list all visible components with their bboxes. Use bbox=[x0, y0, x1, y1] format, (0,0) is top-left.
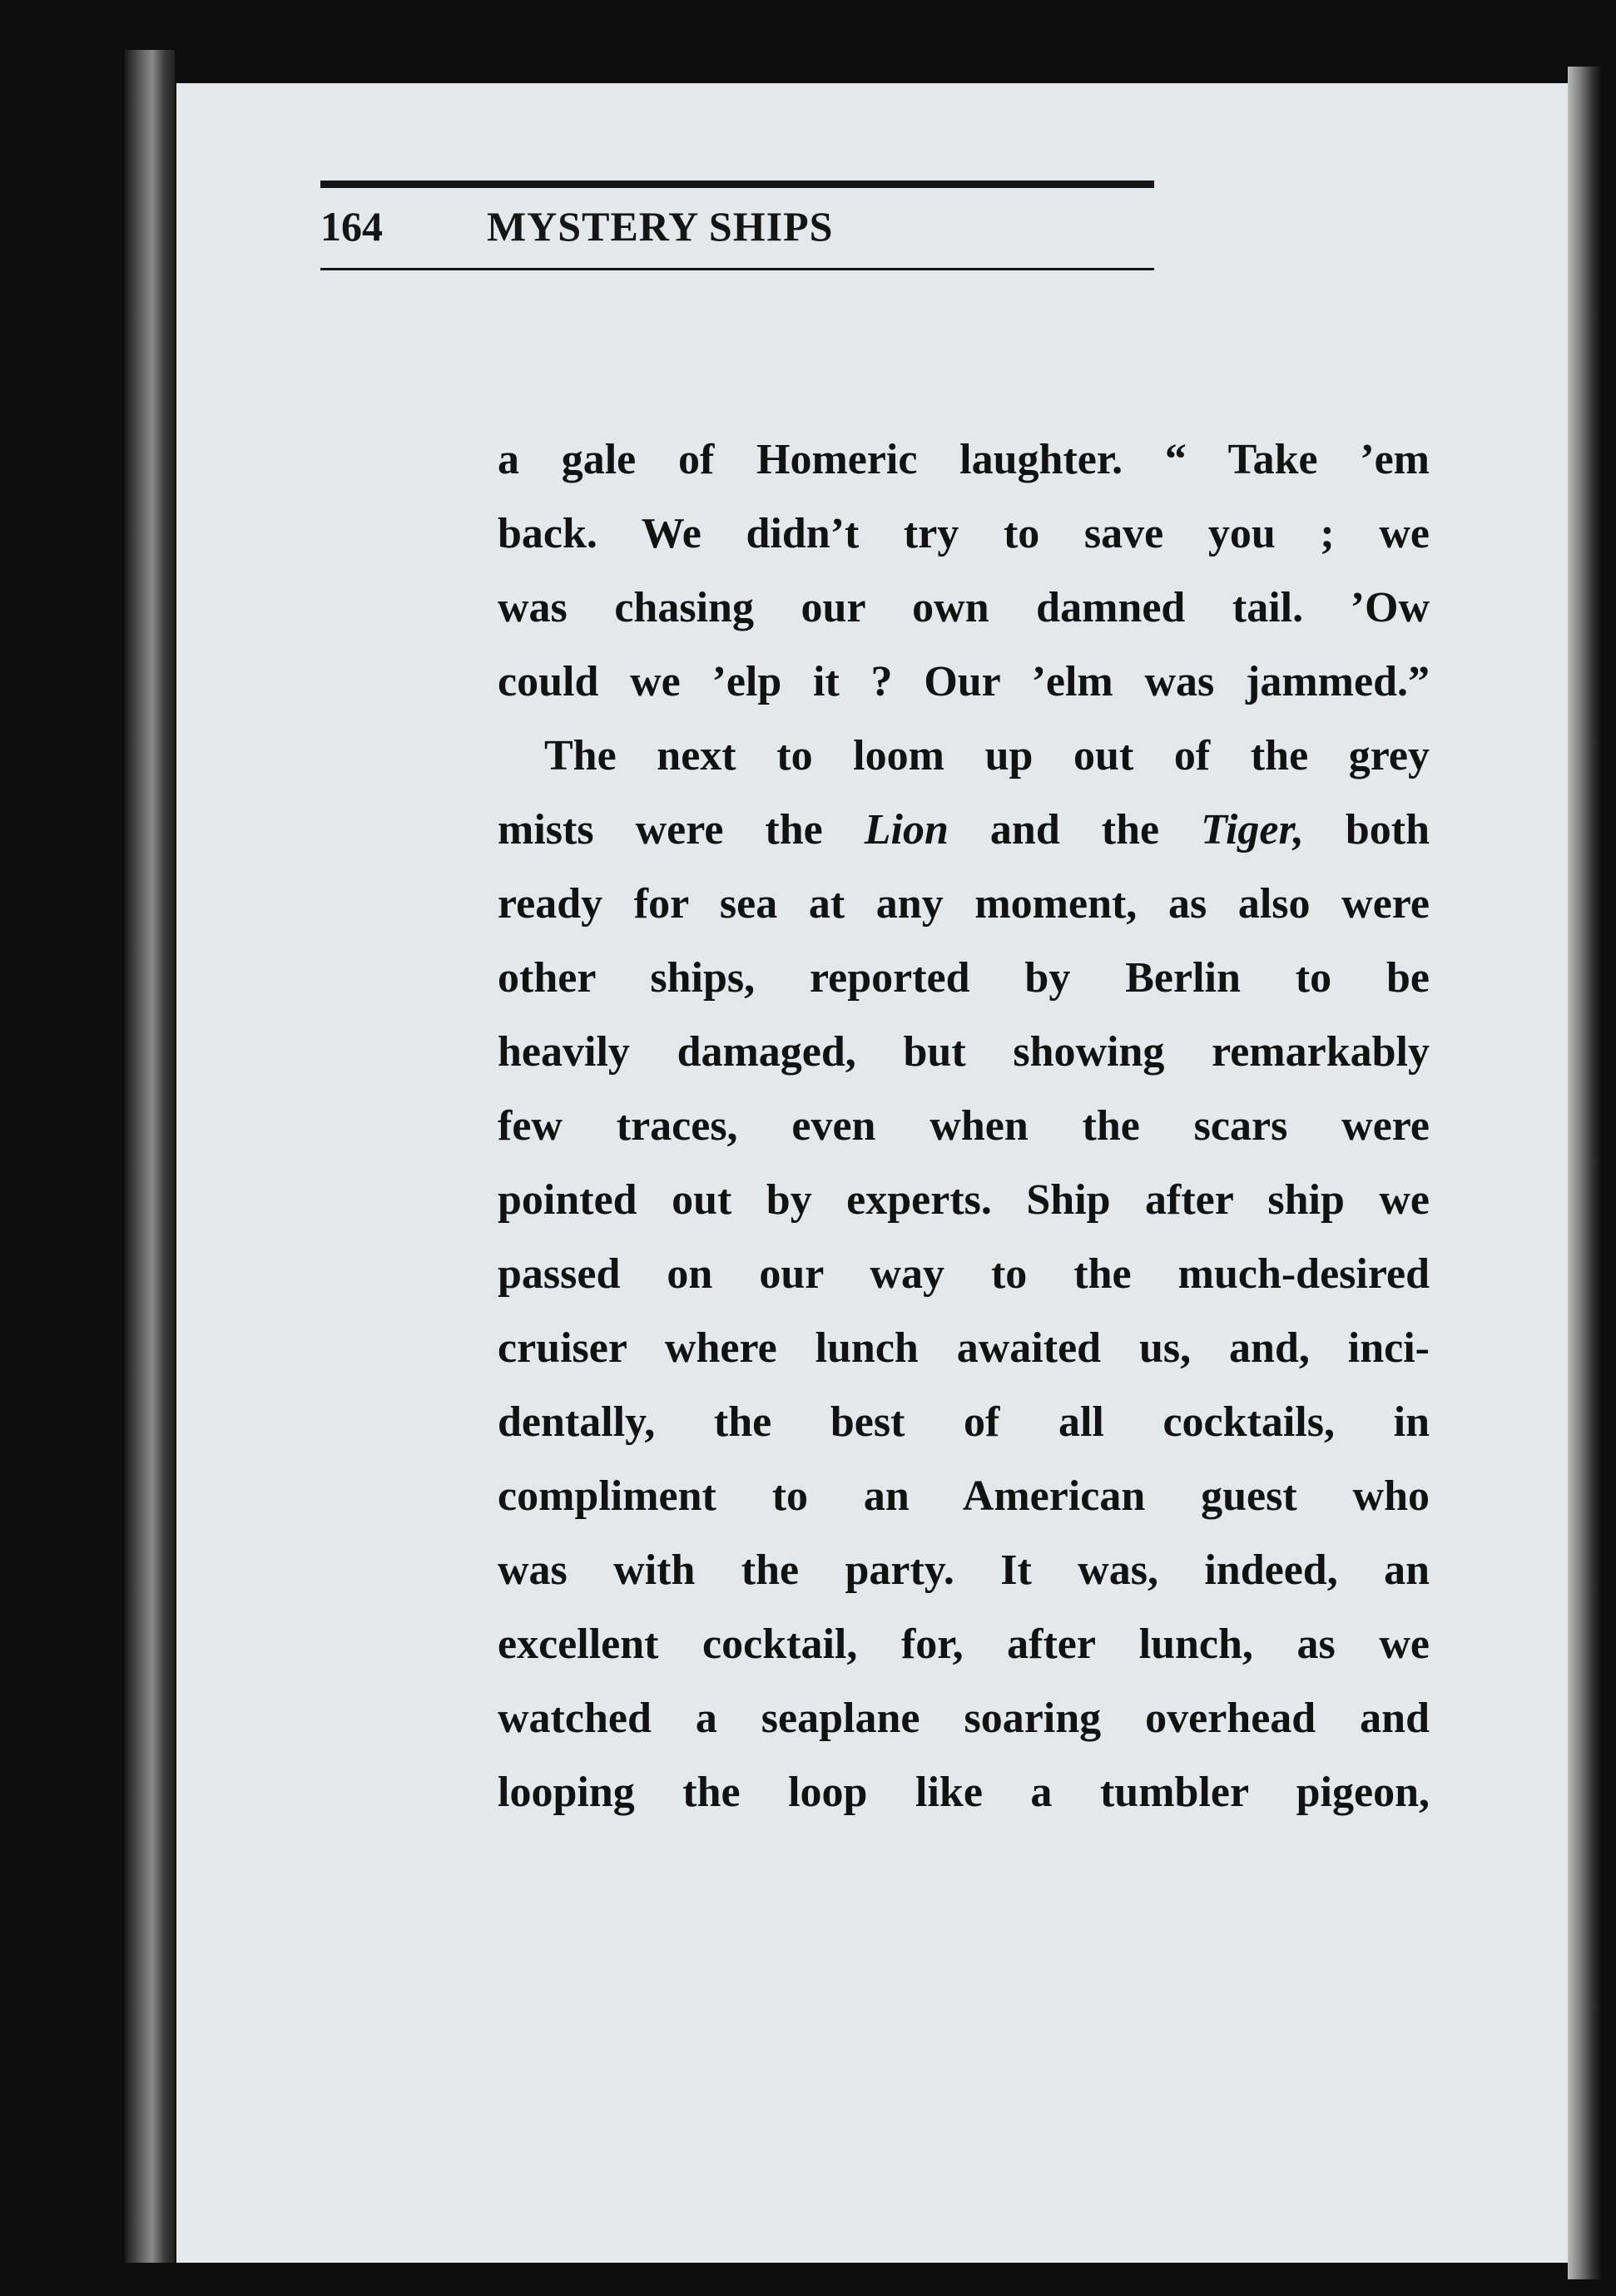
paragraph-start-line: The next to loom up out of the grey bbox=[544, 732, 1430, 779]
running-title: MYSTERY SHIPS bbox=[487, 203, 834, 250]
text-line: back. We didn’t try to save you ; we bbox=[498, 510, 1430, 557]
text-line: few traces, even when the scars were bbox=[498, 1102, 1430, 1150]
text-line: pointed out by experts. Ship after ship we bbox=[498, 1176, 1430, 1224]
header-bottom-rule bbox=[320, 268, 1154, 270]
running-head bbox=[320, 200, 1154, 253]
text-line: a gale of Homeric laughter. “ Take ’em bbox=[498, 436, 1430, 483]
scan-binding-edge bbox=[125, 50, 175, 2263]
text-fragment: and the bbox=[989, 806, 1160, 854]
ship-name-lion: Lion bbox=[864, 806, 949, 854]
page-number: 164 bbox=[320, 203, 383, 250]
text-line: other ships, reported by Berlin to be bbox=[498, 954, 1430, 1002]
text-line: passed on our way to the much-desired bbox=[498, 1250, 1430, 1298]
text-line: looping the loop like a tumbler pigeon, bbox=[498, 1769, 1430, 1816]
text-line: could we ’elp it ? Our ’elm was jammed.” bbox=[498, 658, 1430, 705]
text-line: excellent cocktail, for, after lunch, as we bbox=[498, 1621, 1430, 1668]
text-fragment: mists were the bbox=[498, 806, 823, 854]
text-line: was chasing our own damned tail. ’Ow bbox=[498, 584, 1430, 631]
text-line bbox=[498, 793, 1430, 867]
text-fragment: both bbox=[1345, 806, 1430, 854]
text-line: heavily damaged, but showing remarkably bbox=[498, 1028, 1430, 1076]
scan-page-edge bbox=[1568, 67, 1601, 2279]
text-line: dentally, the best of all cocktails, in bbox=[498, 1398, 1430, 1446]
text-line: watched a seaplane soaring overhead and bbox=[498, 1695, 1430, 1742]
text-line: compliment to an American guest who bbox=[498, 1472, 1430, 1520]
text-line: cruiser where lunch awaited us, and, inci- bbox=[498, 1324, 1430, 1372]
ship-name-tiger: Tiger, bbox=[1201, 806, 1304, 854]
text-line: was with the party. It was, indeed, an bbox=[498, 1546, 1430, 1594]
body-text bbox=[498, 423, 1430, 1829]
header-top-rule bbox=[320, 181, 1154, 188]
text-line: ready for sea at any moment, as also were bbox=[498, 880, 1430, 928]
